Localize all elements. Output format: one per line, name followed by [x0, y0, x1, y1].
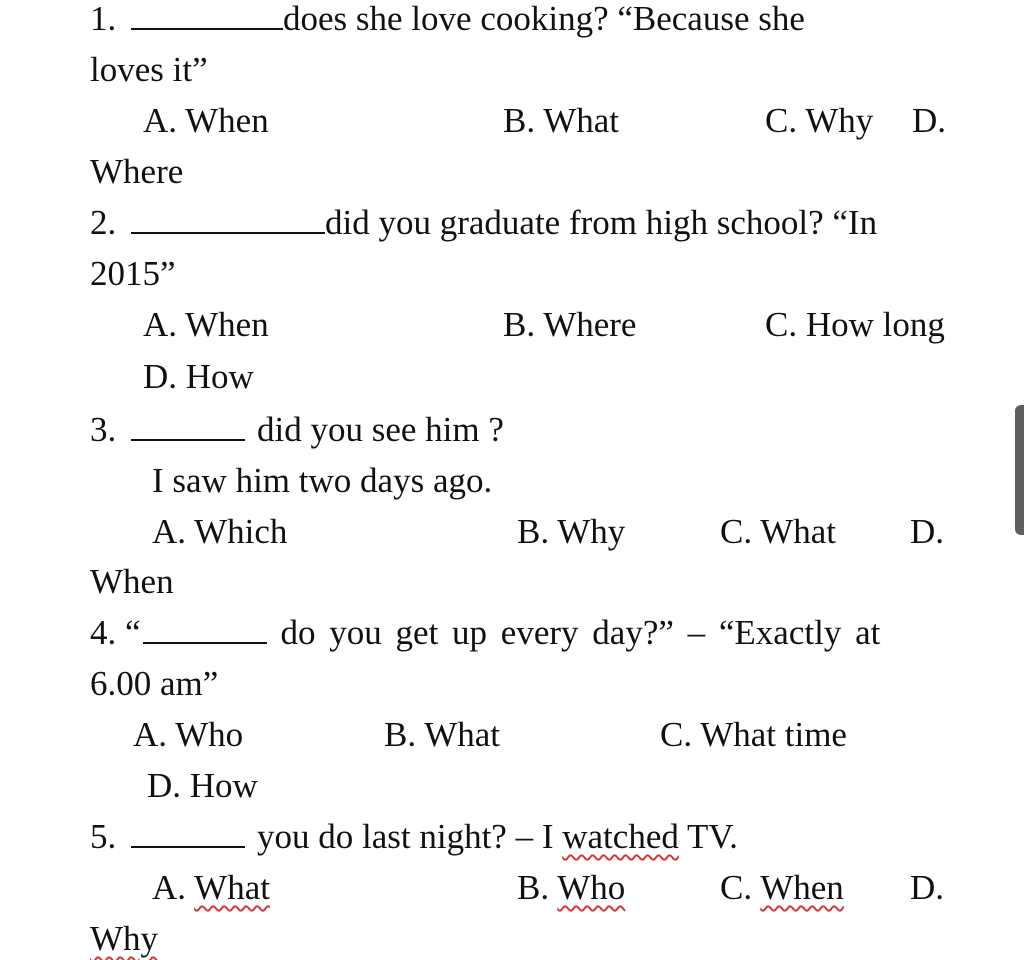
- question-2-option-c: C. How long: [765, 305, 945, 344]
- question-3-option-d-text: When: [90, 562, 174, 601]
- question-1-line: [90, 0, 805, 40]
- question-5-line: [90, 816, 738, 858]
- question-1-option-b: B. What: [503, 101, 620, 140]
- question-2-line: [90, 202, 877, 244]
- question-1-continuation: loves it”: [90, 50, 208, 89]
- question-4-number: 4. “: [90, 613, 141, 652]
- question-3-number: 3.: [90, 410, 117, 449]
- question-1-option-d: D.: [912, 101, 947, 140]
- question-5-option-b-word: Who: [557, 868, 626, 907]
- question-5-option-c: [720, 867, 844, 909]
- question-2-number: 2.: [90, 203, 117, 242]
- question-4-option-d: D. How: [147, 766, 258, 805]
- question-5-option-c-word: When: [760, 868, 844, 907]
- question-4-continuation: 6.00 am”: [90, 664, 219, 703]
- question-3-text: did you see him ?: [257, 410, 504, 449]
- question-1-blank: [131, 0, 283, 30]
- question-4-option-a: A. Who: [133, 715, 244, 754]
- question-5-option-b: [517, 867, 625, 909]
- question-3-continuation: I saw him two days ago.: [152, 461, 493, 500]
- question-4-text: do you get up every day?” – “Exactly at: [280, 613, 881, 652]
- question-2-text: did you graduate from high school? “In: [325, 203, 878, 242]
- question-5-option-d: D.: [910, 868, 945, 907]
- question-5-option-d-word: Why: [90, 919, 159, 958]
- question-2-option-a: A. When: [143, 305, 269, 344]
- question-1-option-a: A. When: [143, 101, 269, 140]
- question-5-option-c-letter: C.: [720, 868, 753, 907]
- question-4-line: [90, 612, 880, 654]
- question-5-option-d-text: [90, 918, 158, 960]
- question-4-option-c: C. What time: [660, 715, 847, 754]
- question-3-option-d: D.: [910, 512, 945, 551]
- question-3-option-c: C. What: [720, 512, 837, 551]
- question-5-option-a: [152, 867, 270, 909]
- question-2-option-b: B. Where: [503, 305, 637, 344]
- question-1-number: 1.: [90, 0, 117, 38]
- question-1-option-c: C. Why: [765, 101, 874, 140]
- question-1-text: does she love cooking? “Because she: [283, 0, 805, 38]
- question-5-number: 5.: [90, 817, 117, 856]
- question-4-option-b: B. What: [384, 715, 501, 754]
- question-5-blank: [131, 816, 245, 848]
- question-1-option-d-text: Where: [90, 152, 184, 191]
- question-2-blank: [131, 202, 325, 234]
- question-5-text-post: TV.: [686, 817, 738, 856]
- question-3-line: [90, 409, 504, 451]
- question-2-continuation: 2015”: [90, 254, 176, 293]
- question-5-option-b-letter: B.: [517, 868, 550, 907]
- question-5-option-a-letter: A.: [152, 868, 187, 907]
- question-5-option-a-word: What: [194, 868, 270, 907]
- question-4-blank: [143, 612, 267, 644]
- question-5-text-spellcheck-word: watched: [562, 817, 679, 856]
- question-3-option-a: A. Which: [152, 512, 288, 551]
- question-3-blank: [131, 409, 245, 441]
- question-3-option-b: B. Why: [517, 512, 626, 551]
- question-5-text-pre: you do last night? – I: [257, 817, 554, 856]
- question-2-option-d: D. How: [143, 357, 254, 396]
- scroll-handle[interactable]: [1015, 405, 1024, 535]
